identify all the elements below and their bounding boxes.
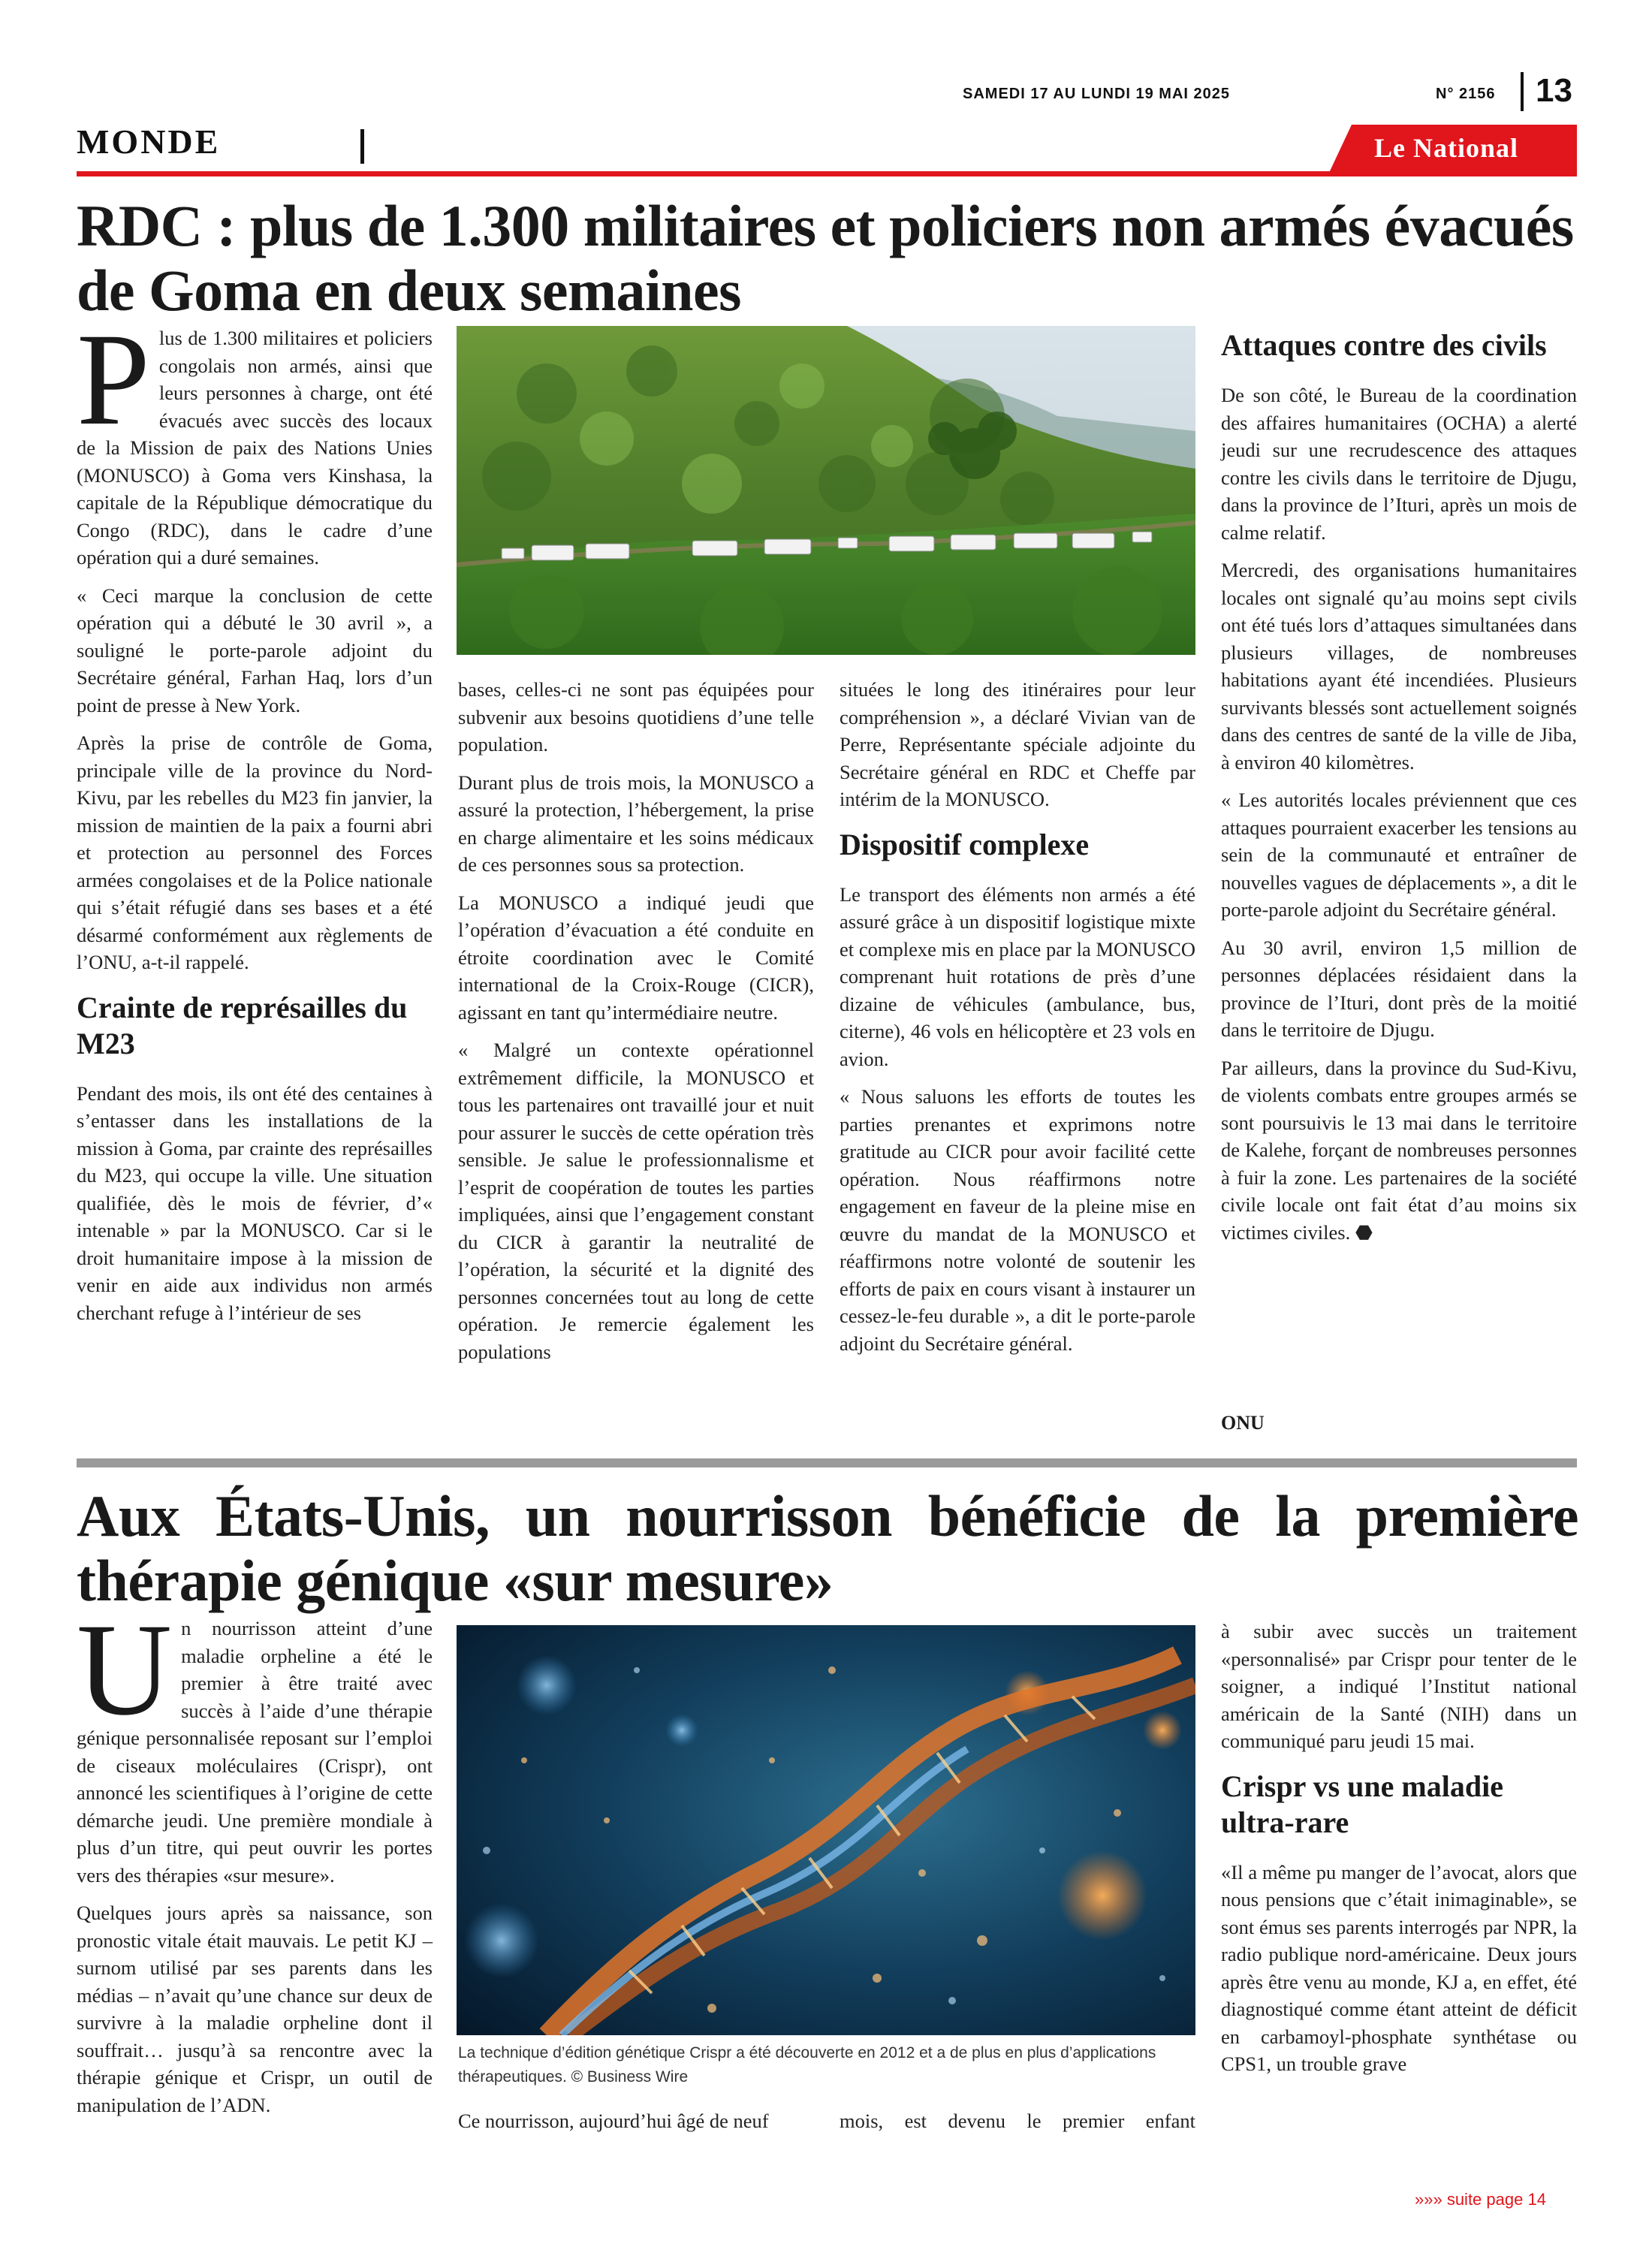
article1-paragraph: La MONUSCO a indiqué jeudi que l’opération d’évacuation a été conduite en étroite coordination avec le Comité international de la Croix-Rouge (CICR), agissant en tant qu’intermédiaire neutre. [458,891,814,1024]
section-title: MONDE [77,122,221,161]
article1-column-3 [840,676,1195,1368]
article1-paragraph: « Malgré un contexte opérationnel extrêmement difficile, la MONUSCO et tous les partenaires ont travaillé jour et nuit pour assurer le succès de cette opération très sensible. Je salue le professionnalisme et l’esprit de coopération de toutes les parties impliquées, ainsi que l’engagement constant du CICR à garantir la neutralité de l’opération, la sécurité et la dignité des personnes concernées tout au long de cette opération. Je remercie également les populations [458,1039,814,1363]
article1-headline: RDC : plus de 1.300 militaires et policiers non armés évacués de Goma en deux semaines [77,193,1574,323]
article2-dropcap: U [77,1597,173,1743]
article1-dropcap: P [77,306,150,453]
article2-paragraph: Quelques jours après sa naissance, son pronostic vitale était mauvais. Le petit KJ – surnom utilisé par ses parents dans les médias – n’avait qu’une chance sur deux de survivre à la maladie orpheline dont il souffrait… jusqu’à sa rencontre avec la thérapie génique et Crispr, un outil de manipulation de l’ADN. [77,1902,433,2116]
article1-subheading-reprisals: Crainte de représailles du M23 [77,990,408,1060]
brand-name: Le National [1374,133,1519,163]
article1-paragraph: Pendant des mois, ils ont été des centaines à s’entasser dans les installations de la mission à Goma, par crainte des représailles du M23, qui occupe la ville. Une situation qualifiée, dès le mois de février, d’« intenable » par la MONUSCO. Car si le droit humanitaire impose à la mission de venir en aide aux individus non armés cherchant refuge à l’intérieur de ses [77,1081,433,1324]
article1-subheading-attacks: Attaques contre des civils [1221,328,1547,362]
article2-paragraph: «Il a même pu manger de l’avocat, alors que nous pensions que c’était inimaginable», se sont émus ses parents interrogés par NPR, la radio publique nord-américaine. Deux jours après être venu au monde, KJ a, en effet, été diagnostiqué comme étant atteint de déficit en carbamoyl-phosphate synthétase ou CPS1, un trouble grave [1221,1860,1577,2075]
article1-paragraph: Par ailleurs, dans la province du Sud-Kivu, de violents combats entre groupes armés se sont poursuivis le 13 mai dans le territoire de Kalehe, forçant de nombreuses personnes à fuir la zone. Les partenaires de la société civile locale ont fait état d’au moins six victimes civiles. [1221,1056,1577,1244]
section-divider [360,129,364,164]
article1-paragraph: Mercredi, des organisations humanitaires locales ont signalé qu’au moins sept civils ont été tués lors d’attaques simultanées dans plusieurs villages, de nombreuses habitations ayant été incendiées. Plusieurs survivants blessés sont actuellement soignés dans des centres de santé de la ville de Jiba, à environ 40 kilomètres. [1221,559,1577,774]
article1-paragraph: bases, celles-ci ne sont pas équipées pour subvenir aux besoins quotidiens d’une telle population. [458,678,814,756]
article1-column-2 [458,676,814,1376]
article2-column-3 [840,2107,1195,2146]
article1-subheading-dispositif: Dispositif complexe [840,827,1090,861]
article1-paragraph: Le transport des éléments non armés a été assuré grâce à un dispositif logistique mixte et complexe mis en place par la MONUSCO comprenant huit rotations de près d’une dizaine de véhicules (ambulance, bus, citerne), 46 vols en hélicoptère et 23 vols en avion. [840,882,1195,1070]
article2-paragraph: Ce nourrisson, aujourd’hui âgé de neuf [458,2110,769,2132]
article1-paragraph: « Les autorités locales préviennent que ces attaques pourraient exacerber les tensions au sein de la communauté et entraîner de nouvelles vagues de déplacements », a dit le porte-parole adjoint du Secrétaire général. [1221,789,1577,921]
article2-headline: Aux États-Unis, un nourrisson bénéficie de la première thérapie génique «sur mesure» [77,1483,1578,1613]
article1-paragraph: Au 30 avril, environ 1,5 million de personnes déplacées résidaient dans la province de l’Ituri, dont près de la moitié dans le territoire de Djugu. [1221,936,1577,1041]
dna-photo [457,1625,1195,2035]
article2-paragraph: mois, est devenu le premier enfant [840,2110,1195,2132]
header-divider [1521,72,1524,111]
article1-author: ONU [1221,1412,1265,1434]
article1-paragraph: De son côté, le Bureau de la coordination des affaires humanitaires (OCHA) a alerté jeudi sur une recrudescence des attaques contre les civils dans le territoire de Djugu, dans la province de l’Ituri, après un mois de calme relatif. [1221,384,1577,544]
page-number: 13 [1536,72,1572,109]
article1-paragraph: situées le long des itinéraires pour leur compréhension », a déclaré Vivian van de Perre, Représentante spéciale adjointe du Secrétaire général en RDC et Cheffe par intérim de la MONUSCO. [840,678,1195,810]
article2-column-2 [458,2107,814,2146]
header-rule [77,171,1577,176]
continued-on-page-link[interactable]: »»» suite page 14 [1415,2190,1546,2209]
article1-paragraph: Après la prise de contrôle de Goma, principale ville de la province du Nord-Kivu, par les rebelles du M23 fin janvier, la mission de maintien de la paix a fourni abri et protection au personnel des Forces armées congolaises et de la Police nationale qui s’était réfugié dans ses bases et a été désarmé conformément aux règlements de l’ONU, a-t-il rappelé. [77,731,433,973]
article2-column-1 [77,1597,433,2129]
end-mark-icon: ⬣ [1355,1220,1373,1244]
article-separator [77,1458,1577,1467]
article1-paragraph: « Nous saluons les efforts de toutes les parties prenantes et exprimons notre gratitude au CICR pour avoir facilité cette opération. Nous réaffirmons notre engagement en faveur de la pleine mise en œuvre du mandat de la MONUSCO et réaffirmons notre volonté de soutenir les efforts de paix en cours visant à instaurer un cessez-le-feu durable », a dit le porte-parole adjoint du Secrétaire général. [840,1085,1195,1355]
article1-paragraph: « Ceci marque la conclusion de cette opération qui a débuté le 30 avril », a souligné le porte-parole adjoint du Secrétaire général, Farhan Haq, lors d’un point de presse à New York. [77,584,433,716]
article1-column-1 [77,306,433,1337]
dateline: SAMEDI 17 AU LUNDI 19 MAI 2025 [963,86,1231,102]
article2-column-4 [1221,1618,1577,2089]
article2-paragraph: à subir avec succès un traitement «personnalisé» par Crispr pour tenter de le soigner, a indiqué l’Institut national américain de la Santé (NIH) dans un communiqué paru jeudi 15 mai. [1221,1620,1577,1752]
convoy-photo [457,326,1195,655]
article1-column-4 [1221,327,1577,1256]
dna-photo-caption: La technique d’édition génétique Crispr a été découverte en 2012 et a de plus en plus d’applications thérapeutiques. © Business Wire [458,2044,1156,2086]
issue-number: N° 2156 [1436,86,1496,102]
article1-lead: lus de 1.300 militaires et policiers congolais non armés, ainsi que leurs personnes à charge, ont été évacués avec succès des locaux de la Mission de paix des Nations Unies (MONUSCO) à Goma vers Kinshasa, la capitale de la République démocratique du Congo (RDC), dans le cadre d’une opération qui a duré semaines. [77,327,433,569]
article2-lead: n nourrisson atteint d’une maladie orpheline a été le premier à être traité avec succès à l’aide d’une thérapie génique personnalisée reposant sur l’emploi de ciseaux moléculaires (Crispr), ont annoncé les scientifiques à l’origine de cette démarche jeudi. Une première mondiale à plus d’un titre, qui peut ouvrir les portes vers des thérapies «sur mesure». [77,1617,433,1887]
article1-paragraph: Durant plus de trois mois, la MONUSCO a assuré la protection, l’hébergement, la prise en charge alimentaire et les soins médicaux de ces personnes sous sa protection. [458,771,814,876]
article2-subheading-crispr: Crispr vs une maladie ultra-rare [1221,1769,1503,1839]
